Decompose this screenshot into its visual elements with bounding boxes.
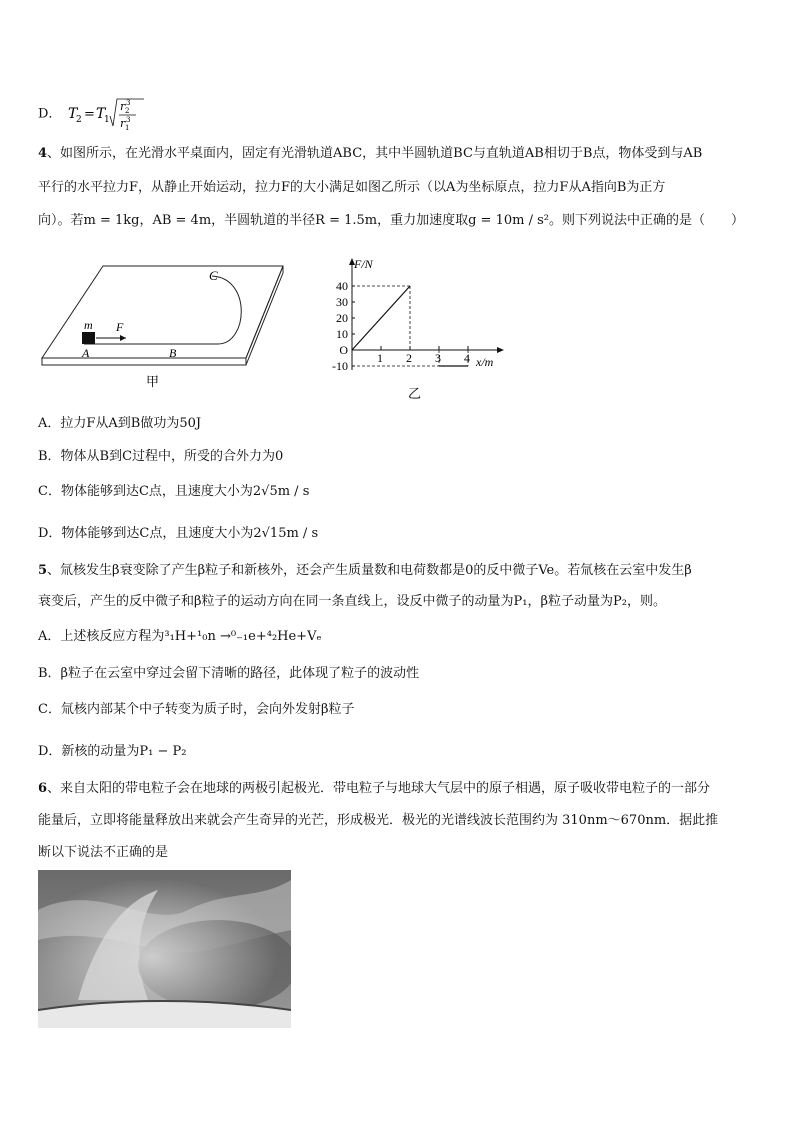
data-segment-1 (352, 286, 410, 350)
x-axis-label: x/m (476, 355, 494, 369)
x-tick-label: 4 (464, 351, 470, 365)
svg-text:1: 1 (103, 115, 110, 125)
q4-stem-line3: 向）。若m = 1kg，AB = 4m，半圆轨道的半径R = 1.5m，重力加速度取g = 10m / s²。则下列说法中正确的是（ ） (38, 213, 744, 228)
q6-stem-line2: 能量后，立即将能量释放出来就会产生奇异的光芒，形成极光．极光的光谱线波长范围约为 310nm～670nm．据此推 (38, 813, 719, 828)
q3-option-d (38, 96, 146, 132)
label-m: m (84, 318, 93, 332)
svg-text:2: 2 (75, 115, 82, 125)
label-a: A (82, 346, 90, 360)
q6-number: 6 (38, 781, 48, 796)
svg-text:T: T (67, 106, 77, 122)
q6-stem-line3: 断以下说法不正确的是 (38, 845, 169, 860)
q6-stem-line1 (38, 779, 710, 799)
q4-option-c: C．物体能够到达C点，且速度大小为2√5m / s (38, 484, 310, 499)
q4-option-a: A．拉力F从A到B做功为50J (38, 416, 202, 431)
x-tick-label: 2 (406, 351, 412, 365)
q5-stem-line2: 衰变后，产生的反中微子和β粒子的运动方向在同一条直线上，设反中微子的动量为P₁，β粒子动量为P₂，则。 (38, 594, 666, 609)
q5-stem-line1 (38, 561, 692, 581)
label-b: B (169, 346, 177, 360)
q4-stem-line1 (38, 144, 702, 164)
block-m (82, 332, 95, 344)
q4-option-b: B．物体从B到C过程中，所受的合外力为0 (38, 449, 284, 464)
y-tick-label: -10 (332, 359, 348, 373)
y-tick-label: 40 (336, 279, 348, 293)
q4-number: 4 (38, 146, 48, 161)
q3-option-d-formula (66, 99, 146, 132)
q4-line1: 、如图所示，在光滑水平桌面内，固定有光滑轨道ABC，其中半圆轨道BC与直轨道AB相切于B点，物体受到与AB (47, 146, 703, 161)
q3-option-d-prefix: D． (38, 106, 62, 122)
y-tick-label: 20 (336, 311, 348, 325)
svg-text:2: 2 (124, 107, 130, 115)
svg-text:r: r (119, 117, 125, 130)
figure-jia (38, 258, 288, 393)
svg-text:r: r (119, 100, 125, 113)
label-f: F (116, 320, 124, 334)
label-c: C (209, 268, 218, 283)
x-tick-label: 3 (435, 351, 441, 365)
y-tick-label: 10 (336, 327, 348, 341)
q5-number: 5 (38, 563, 48, 578)
aurora-photo (38, 870, 291, 1028)
q5-option-b: B．β粒子在云室中穿过会留下清晰的路径，此体现了粒子的波动性 (38, 666, 420, 681)
svg-text:T: T (95, 106, 105, 122)
y-tick-label: 30 (336, 295, 348, 309)
q4-option-d: D．物体能够到达C点，且速度大小为2√15m / s (38, 526, 319, 541)
q5-line1: 、氚核发生β衰变除了产生β粒子和新核外，还会产生质量数和电荷数都是0的反中微子Ve。若氚核在云室中发生β (47, 563, 692, 578)
figure-yi-chart (318, 250, 508, 400)
q4-stem-line2: 平行的水平拉力F，从静止开始运动，拉力F的大小满足如图乙所示（以A为坐标原点，拉力F从A指向B为正方 (38, 180, 666, 195)
q5-option-c: C．氚核内部某个中子转变为质子时，会向外发射β粒子 (38, 702, 355, 717)
caption-yi: 乙 (408, 386, 422, 400)
caption-jia: 甲 (146, 374, 160, 389)
x-tick-label: 1 (377, 351, 383, 365)
formula-svg (66, 96, 146, 132)
force-arrow-icon (120, 335, 126, 341)
y-tick-label: O (339, 343, 348, 357)
svg-text:3: 3 (125, 116, 131, 124)
y-axis-label: F/N (354, 257, 373, 271)
q6-line1: 、来自太阳的带电粒子会在地球的两极引起极光．带电粒子与地球大气层中的原子相遇，原子吸收带电粒子的一部分 (47, 781, 711, 796)
svg-text:1: 1 (124, 124, 130, 132)
q5-option-a: A．上述核反应方程为³₁H+¹₀n →⁰₋₁e+⁴₂He+Vₑ (38, 629, 322, 644)
svg-text:=: = (83, 107, 95, 122)
svg-text:3: 3 (125, 99, 131, 107)
track-abc (84, 276, 241, 344)
table-edge (42, 358, 246, 365)
x-axis-arrow-icon (497, 347, 504, 353)
q5-option-d: D．新核的动量为P₁ − P₂ (38, 744, 187, 759)
